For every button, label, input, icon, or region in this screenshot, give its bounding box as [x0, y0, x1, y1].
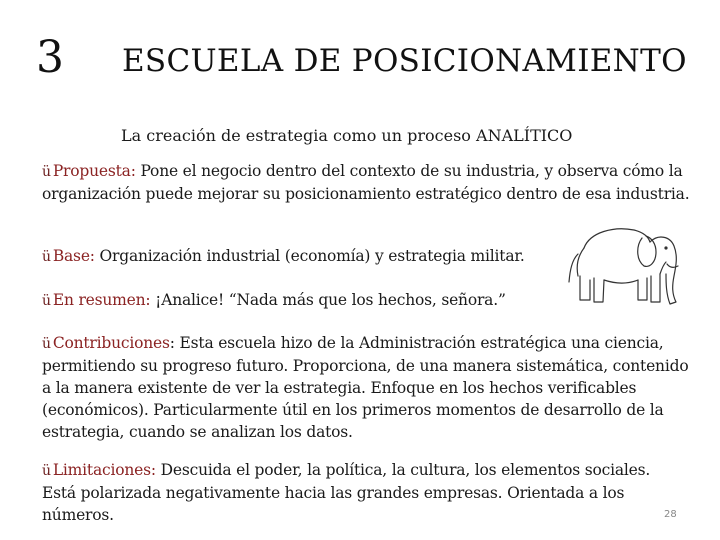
- bullet-propuesta: [42, 160, 702, 205]
- check-icon: ü: [42, 293, 51, 309]
- bullet-contribuciones: [42, 332, 702, 443]
- bullet-text: ¡Analice! “Nada más que los hechos, señora.”: [150, 291, 506, 309]
- bullet-label: Base:: [52, 247, 95, 265]
- check-icon: ü: [42, 336, 51, 352]
- bullet-text: Pone el negocio dentro del contexto de su industria, y observa cómo la organización puede mejorar su posicionamiento estratégico dentro de esa industria.: [42, 162, 690, 203]
- check-icon: ü: [42, 164, 51, 180]
- page-number: 28: [664, 509, 677, 520]
- slide-number: 3: [36, 32, 64, 83]
- elephant-icon: [562, 218, 684, 308]
- bullet-text: Organización industrial (economía) y estrategia militar.: [94, 247, 525, 265]
- bullet-en-resumen: [42, 289, 562, 312]
- bullet-text: Descuida el poder, la política, la cultura, los elementos sociales. Está polarizada negativamente hacia las grandes empresas. Orientada a los números.: [42, 461, 651, 524]
- bullet-label: Propuesta:: [52, 162, 136, 180]
- check-icon: ü: [42, 463, 51, 479]
- bullet-label: Limitaciones:: [52, 461, 156, 479]
- bullet-label: En resumen:: [52, 291, 151, 309]
- bullet-limitaciones: [42, 459, 688, 526]
- check-icon: ü: [42, 249, 51, 265]
- bullet-text: : Esta escuela hizo de la Administración estratégica una ciencia, permitiendo su progreso futuro. Proporciona, de una manera sistemática, contenido a la manera existente de ver la estrategia. Enfoque en los hechos verificables (económicos). Particularmente útil en los primeros momentos de desarrollo de la estrategia, cuando se analizan los datos.: [42, 334, 689, 441]
- slide-subtitle: La creación de estrategia como un proceso ANALÍTICO: [121, 126, 573, 145]
- slide-title: ESCUELA DE POSICIONAMIENTO: [122, 43, 687, 79]
- bullet-label: Contribuciones: [52, 334, 170, 352]
- bullet-base: [42, 245, 562, 268]
